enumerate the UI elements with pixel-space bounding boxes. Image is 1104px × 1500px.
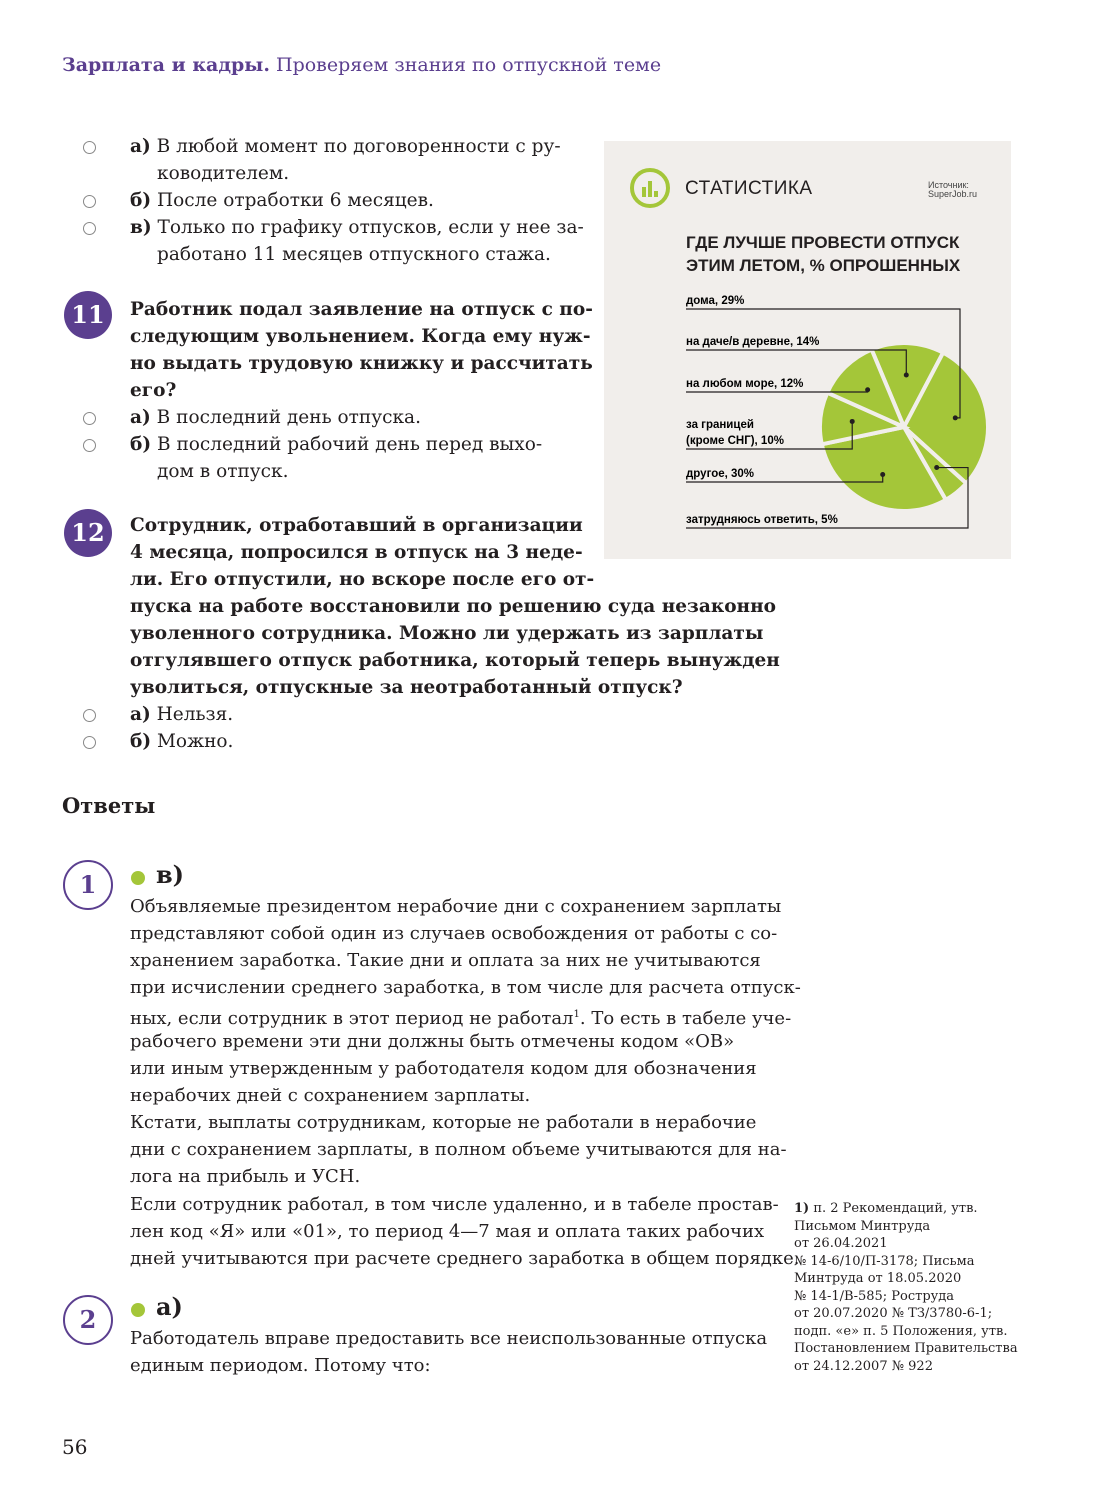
option-q10-c: в) Только по графику отпусков, если у нее за-	[130, 217, 584, 238]
answer-1-line: Объявляемые президентом нерабочие дни с сохранением зарплаты	[130, 896, 782, 917]
option-q10-b: б) После отработки 6 месяцев.	[130, 190, 434, 211]
pie-label: за границей	[686, 419, 754, 431]
statistics-title: СТАТИСТИКА	[685, 178, 813, 199]
answer-2-line: единым периодом. Потому что:	[130, 1355, 431, 1376]
question-12-line: уволиться, отпускные за неотработанный отпуск?	[130, 677, 683, 698]
question-11-line: Работник подал заявление на отпуск с по-	[130, 299, 593, 320]
option-q12-b: б) Можно.	[130, 731, 234, 752]
answer-1-line: Кстати, выплаты сотрудникам, которые не работали в нерабочие	[130, 1112, 757, 1133]
question-11-line: его?	[130, 380, 177, 401]
question-12-line: Сотрудник, отработавший в организации	[130, 515, 583, 536]
answer-1-line: представляют собой один из случаев освобождения от работы с со-	[130, 923, 778, 944]
footnote-ref[interactable]: 1	[573, 1009, 580, 1020]
leader-dot	[934, 465, 939, 470]
answer-1-line: ных, если сотрудник в этот период не работал$^1$. То есть в табеле уче-	[130, 1008, 792, 1029]
answer-marker	[131, 1303, 145, 1317]
source-label: Источник:	[928, 180, 969, 190]
option-q10-c-cont: работано 11 месяцев отпускного стажа.	[157, 244, 551, 265]
radio-q12-a[interactable]	[83, 709, 96, 722]
question-12-line: пуска на работе восстановили по решению суда незаконно	[130, 596, 776, 617]
question-11-line: следующим увольнением. Когда ему нуж-	[130, 326, 591, 347]
radio-q11-b[interactable]	[83, 439, 96, 452]
answer-1-line: Если сотрудник работал, в том числе удаленно, и в табеле простав-	[130, 1194, 779, 1215]
chart-heading-line: ГДЕ ЛУЧШЕ ПРОВЕСТИ ОТПУСК	[686, 233, 960, 252]
page-number: 56	[62, 1435, 88, 1459]
answer-1-line: лен код «Я» или «01», то период 4—7 мая и оплата таких рабочих	[130, 1221, 765, 1242]
question-number-badge: 12	[64, 509, 112, 557]
leader-dot	[880, 472, 885, 477]
chart-heading-line: ЭТИМ ЛЕТОМ, % ОПРОШЕННЫХ	[686, 256, 961, 275]
answer-1-line: или иным утвержденным у работодателя кодом для обозначения	[130, 1058, 757, 1079]
pie-label: на даче/в деревне, 14%	[686, 336, 820, 348]
answer-marker	[131, 871, 145, 885]
question-12-line: уволенного сотрудника. Можно ли удержать из зарплаты	[130, 623, 764, 644]
question-12-line: 4 месяца, попросился в отпуск на 3 неде-	[130, 542, 583, 563]
pie-label: дома, 29%	[686, 295, 745, 307]
answer-number-badge: 1	[63, 860, 113, 910]
pie-label: другое, 30%	[686, 468, 755, 480]
answer-1-line: нерабочих дней с сохранением зарплаты.	[130, 1085, 531, 1106]
question-number-badge: 11	[64, 291, 112, 339]
question-12-line: ли. Его отпустили, но вскоре после его от-	[130, 569, 595, 590]
radio-q12-b[interactable]	[83, 736, 96, 749]
header-title: Проверяем знания по отпускной теме	[276, 54, 662, 76]
option-q11-a: а) В последний день отпуска.	[130, 407, 421, 428]
leader-dot	[865, 387, 870, 392]
answer-1-line: рабочего времени эти дни должны быть отмечены кодом «ОВ»	[130, 1031, 735, 1052]
leader-dot	[850, 419, 855, 424]
answer-1-line: лога на прибыль и УСН.	[130, 1166, 361, 1187]
radio-q10-c[interactable]	[83, 222, 96, 235]
pie-label: затрудняюсь ответить, 5%	[686, 514, 838, 526]
answer-1-line: дни с сохранением зарплаты, в полном объеме учитываются для на-	[130, 1139, 787, 1160]
leader-dot	[953, 415, 958, 420]
pie-label: на любом море, 12%	[686, 378, 804, 390]
radio-q11-a[interactable]	[83, 412, 96, 425]
option-q10-a: а) В любой момент по договоренности с ру-	[130, 136, 561, 157]
radio-q10-a[interactable]	[83, 141, 96, 154]
radio-q10-b[interactable]	[83, 195, 96, 208]
running-header	[62, 54, 661, 76]
answer-letter: а)	[156, 1292, 183, 1321]
pie-chart	[604, 141, 1011, 559]
answer-2-line: Работодатель вправе предоставить все неиспользованные отпуска	[130, 1328, 768, 1349]
answer-1-line: хранением заработка. Такие дни и оплата за них не учитываются	[130, 950, 761, 971]
leader-dot	[904, 372, 909, 377]
option-q11-b-cont: дом в отпуск.	[157, 461, 289, 482]
option-q11-b: б) В последний рабочий день перед выхо-	[130, 434, 543, 455]
source-value: SuperJob.ru	[928, 189, 978, 199]
header-section: Зарплата и кадры.	[62, 54, 270, 76]
question-12-line: отгулявшего отпуск работника, который теперь вынужден	[130, 650, 780, 671]
pie-label: (кроме СНГ), 10%	[686, 435, 784, 447]
answer-1-line: дней учитываются при расчете среднего заработка в общем порядке.	[130, 1248, 800, 1269]
answer-letter: в)	[156, 860, 185, 889]
answer-1-line: при исчислении среднего заработка, в том числе для расчета отпуск-	[130, 977, 801, 998]
statistics-panel	[604, 141, 1011, 559]
question-11-line: но выдать трудовую книжку и рассчитать	[130, 353, 593, 374]
footnote: 1) п. 2 Рекомендаций, утв. Письмом Минтруда от 26.04.2021 № 14-6/10/П-3178; Письма Минтруда от 18.05.2020 № 14-1/В-585; Роструда от 20.07.2020 № ТЗ/3780-6-1; подп. «е» п. 5 Положения, утв. Постановлением Правительства от 24.12.2007 № 922	[794, 1201, 1018, 1374]
option-q10-a-cont: ководителем.	[157, 163, 290, 184]
option-q12-a: а) Нельзя.	[130, 704, 234, 725]
footnote-marker: 1)	[794, 1201, 810, 1216]
answers-heading: Ответы	[62, 793, 156, 818]
answer-number-badge: 2	[63, 1295, 113, 1345]
